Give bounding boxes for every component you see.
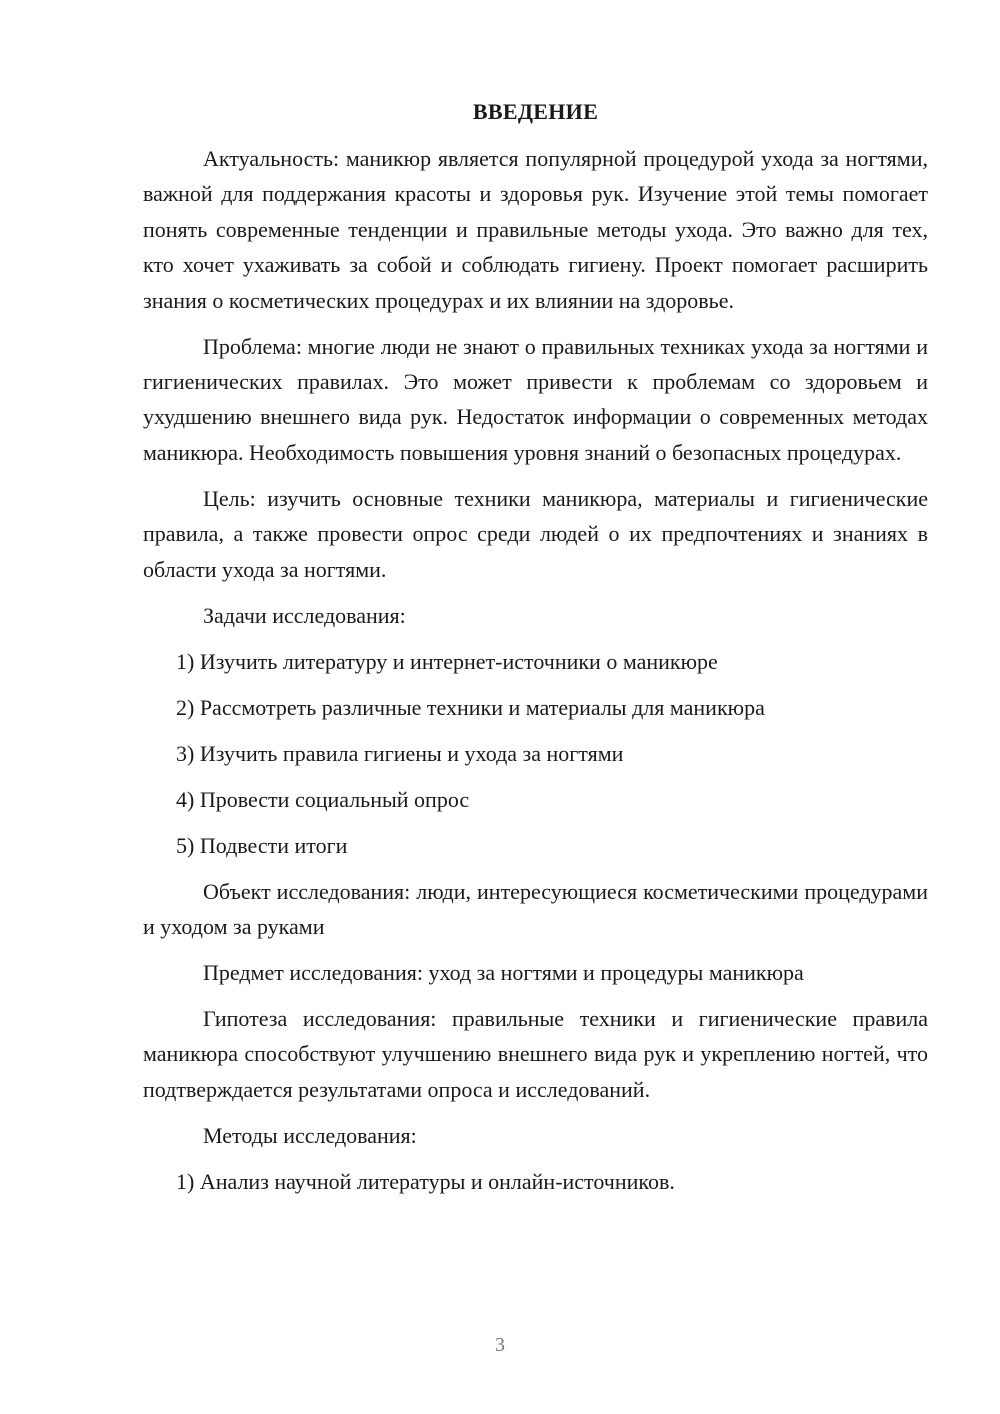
list-item: 4) Провести социальный опрос [176, 786, 470, 812]
relevance-paragraph: Актуальность: маникюр является популярной процедурой ухода за ногтями, важной для поддержания красоты и здоровья рук. Изучение этой темы помогает понять современные тенденции и правильные методы ухода. Это важно для тех, кто хочет ухаживать за собой и соблюдать гигиену. Проект помогает расширить знания о косметических процедурах и их влиянии на здоровье. [143, 146, 928, 313]
tasks-list [143, 644, 928, 863]
methods-list [143, 1164, 928, 1199]
list-item: 1) Анализ научной литературы и онлайн-источников. [176, 1168, 675, 1194]
list-item: 2) Рассмотреть различные техники и материалы для маникюра [176, 694, 765, 720]
list-item: 5) Подвести итоги [176, 832, 348, 858]
subject-paragraph: Предмет исследования: уход за ногтями и процедуры маникюра [203, 960, 804, 986]
problem-paragraph: Проблема: многие люди не знают о правильных техниках ухода за ногтями и гигиенических правилах. Это может привести к проблемам со здоровьем и ухудшению внешнего вида рук. Недостаток информации о современных методах маникюра. Необходимость повышения уровня знаний о безопасных процедурах. [143, 333, 928, 465]
section-title: ВВЕДЕНИЕ [472, 99, 599, 124]
hypothesis-paragraph: Гипотеза исследования: правильные техники и гигиенические правила маникюра способствуют улучшению внешнего вида рук и укреплению ногтей, что подтверждается результатами опроса и исследований. [143, 1006, 928, 1102]
methods-heading: Методы исследования: [203, 1122, 417, 1148]
document-page [143, 94, 928, 1210]
tasks-heading: Задачи исследования: [203, 602, 406, 628]
goal-paragraph: Цель: изучить основные техники маникюра, материалы и гигиенические правила, а также провести опрос среди людей о их предпочтениях и знаниях в области ухода за ногтями. [143, 485, 928, 582]
list-item: 3) Изучить правила гигиены и ухода за ногтями [176, 740, 624, 766]
page-number: 3 [495, 1334, 505, 1356]
object-paragraph: Объект исследования: люди, интересующиеся косметическими процедурами и уходом за руками [143, 878, 928, 940]
list-item: 1) Изучить литературу и интернет-источники о маникюре [176, 648, 718, 674]
